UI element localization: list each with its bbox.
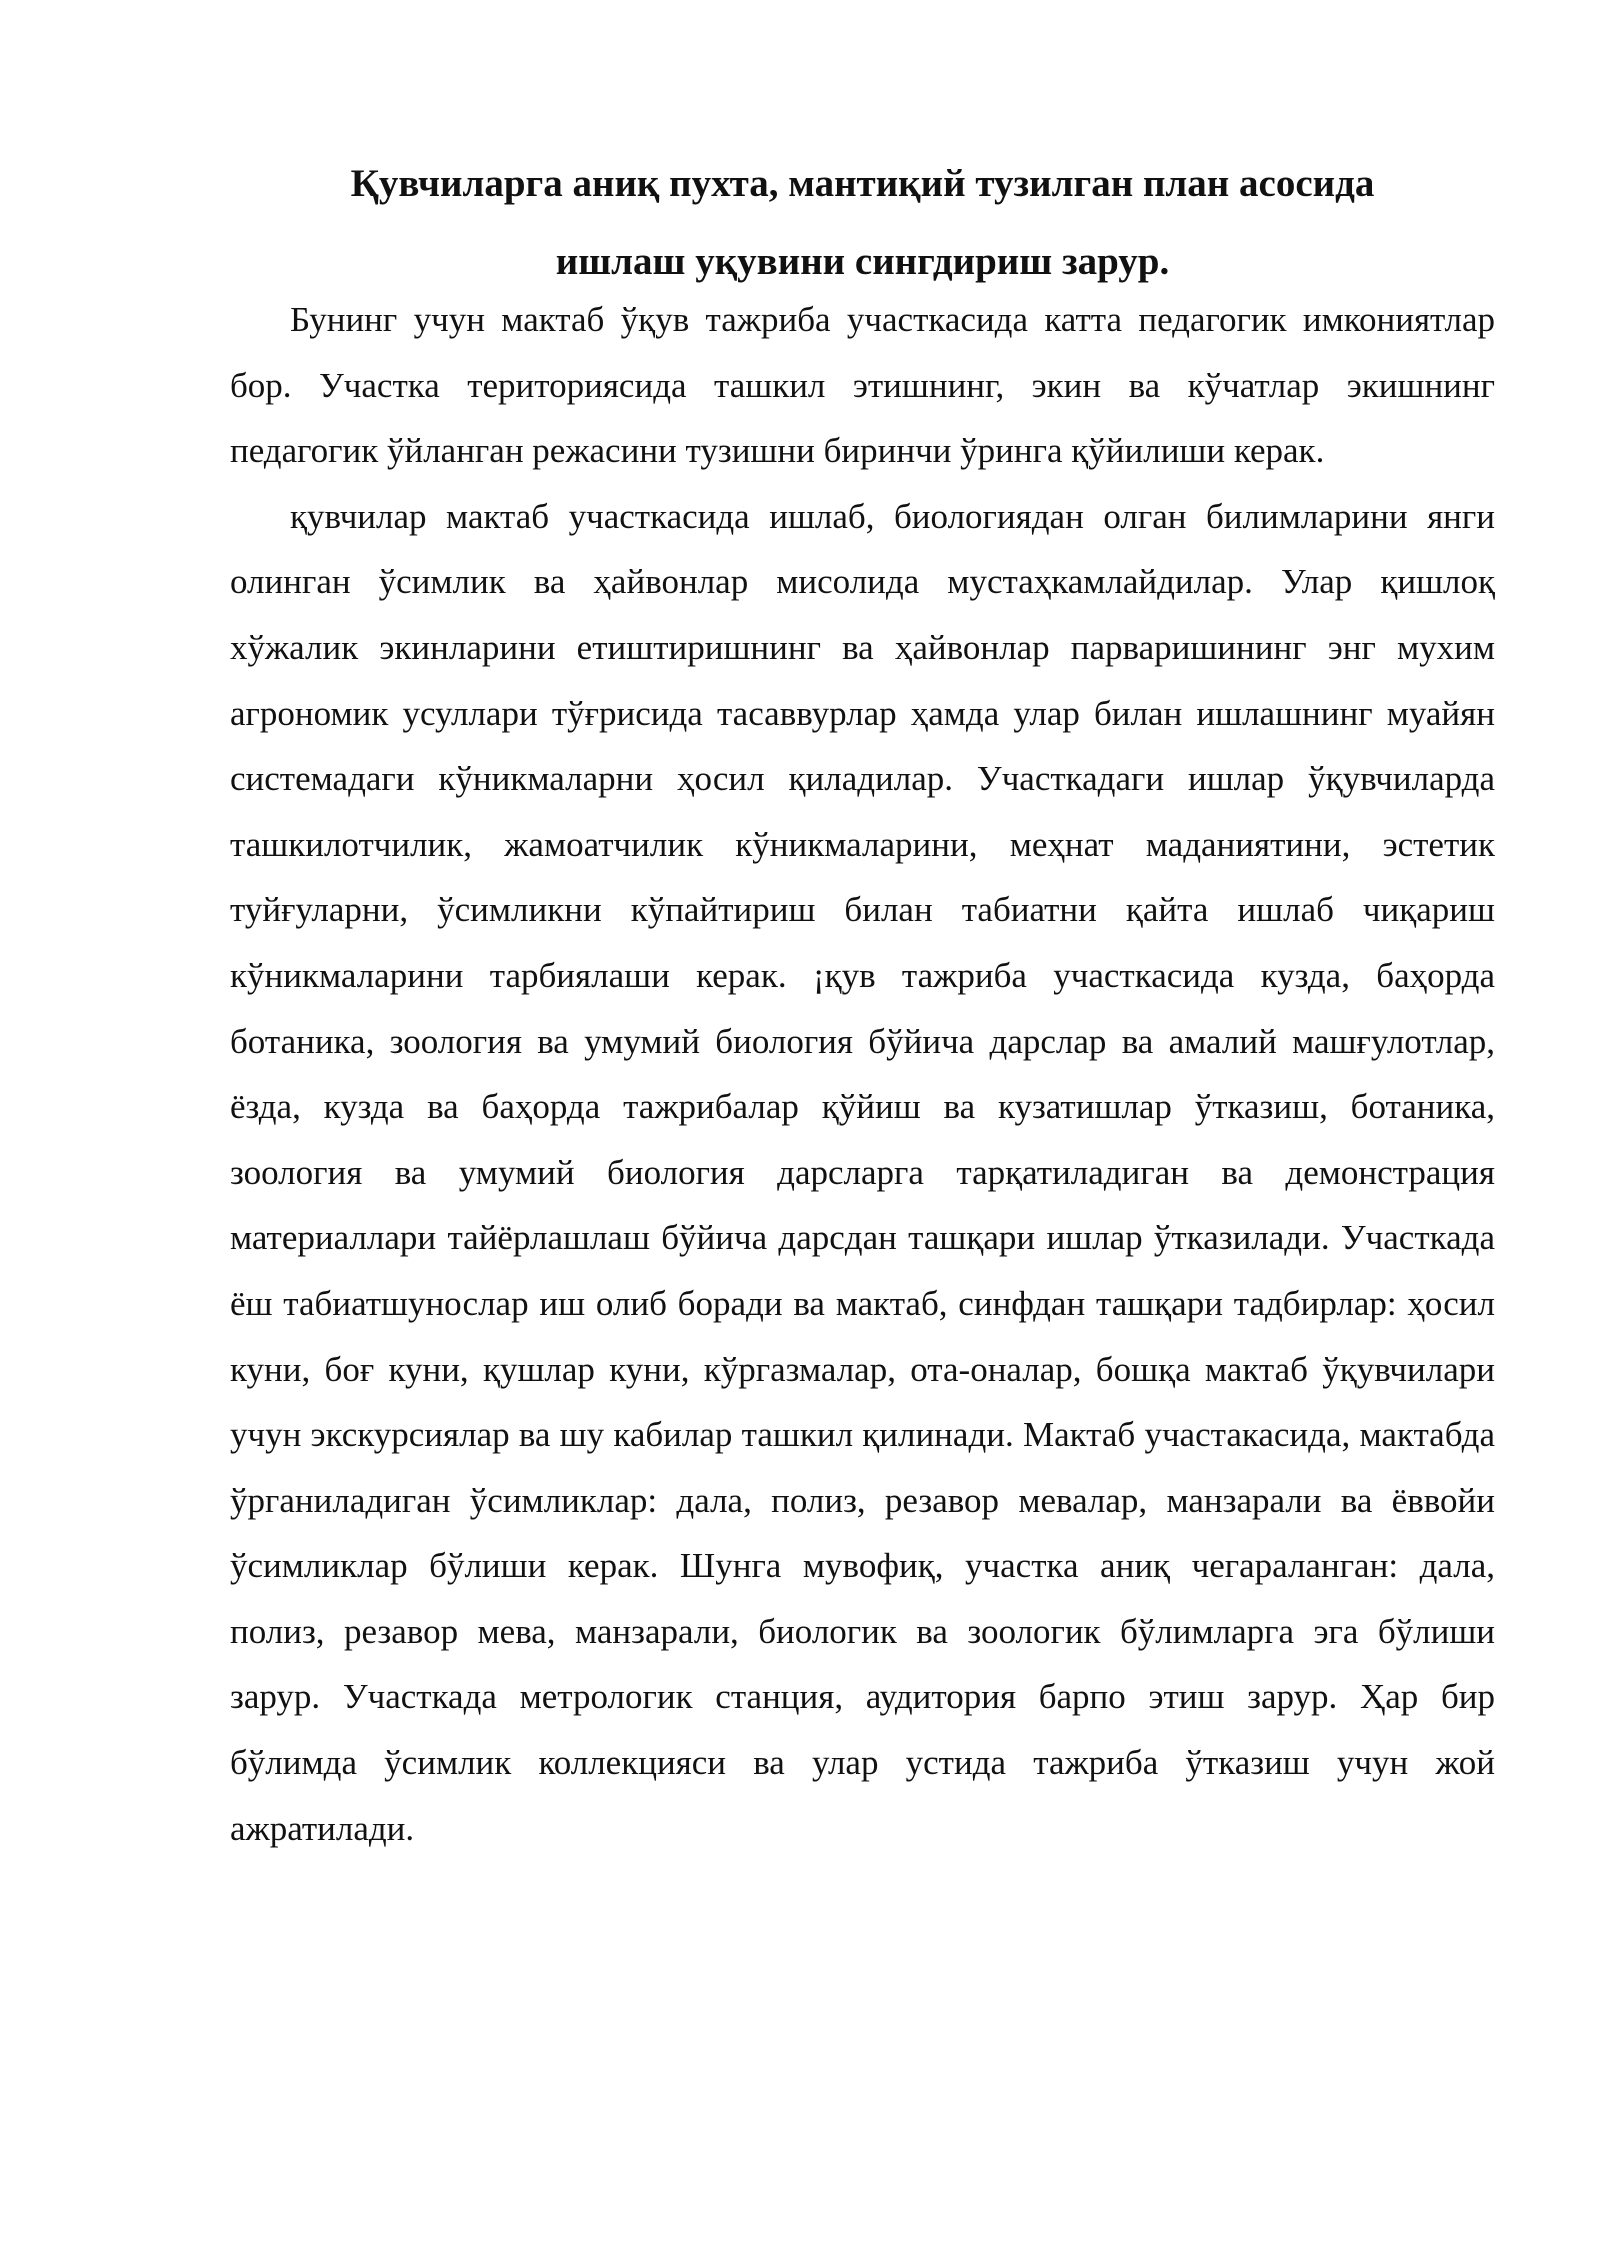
title-line-1: Қувчиларга аниқ пухта, мантиқий тузилган план асосида — [350, 162, 1375, 205]
title-line-2: ишлаш уқувини сингдириш зарур. — [555, 240, 1170, 283]
document-title — [230, 145, 1495, 301]
document-body — [230, 145, 1495, 1861]
paragraph-1: Бунинг учун мактаб ўқув тажриба участкасида катта педагогик имкониятлар бор. Участка териториясида ташкил этишнинг, экин ва кўчатлар экишнинг педагогик ўйланган режасини тузишни биринчи ўринга қўйилиши керак. — [230, 300, 1495, 471]
paragraph-2: қувчилар мактаб участкасида ишлаб, биологиядан олган билимларини янги олинган ўсимлик ва ҳайвонлар мисолида мустаҳкамлайдилар. Улар қишлоқ хўжалик экинларини етиштиришнинг ва ҳайвонлар парваришининг энг мухим агрономик усуллари тўғрисида тасаввурлар ҳамда улар билан ишлашнинг муайян системадаги кўникмаларни ҳосил қиладилар. Участкадаги ишлар ўқувчиларда ташкилотчилик, жамоатчилик кўникмаларини, меҳнат маданиятини, эстетик туйғуларни, ўсимликни кўпайтириш билан табиатни қайта ишлаб чиқариш кўникмаларини тарбиялаши керак. ¡қув тажриба участкасида кузда, баҳорда ботаника, зоология ва умумий биология бўйича дарслар ва амалий машғулотлар, ёзда, кузда ва баҳорда тажрибалар қўйиш ва кузатишлар ўтказиш, ботаника, зоология ва умумий биология дарсларга тарқатиладиган ва демонстрация материаллари тайёрлашлаш бўйича дарсдан ташқари ишлар ўтказилади. Участкада ёш табиатшунослар иш олиб боради ва мактаб, синфдан ташқари тадбирлар: ҳосил куни, боғ куни, қушлар куни, кўргазмалар, ота-оналар, бошқа мактаб ўқувчилари учун экскурсиялар ва шу кабилар ташкил қилинади. Мактаб участакасида, мактабда ўрганиладиган ўсимликлар: дала, полиз, резавор мевалар, манзарали ва ёввойи ўсимликлар бўлиши керак. Шунга мувофиқ, участка аниқ чегараланган: дала, полиз, резавор мева, манзарали, биологик ва зоологик бўлимларга эга бўлиши зарур. Участкада метрологик станция, аудитория барпо этиш зарур. Ҳар бир бўлимда ўсимлик коллекцияси ва улар устида тажриба ўтказиш учун жой ажратилади. — [230, 496, 1495, 1848]
